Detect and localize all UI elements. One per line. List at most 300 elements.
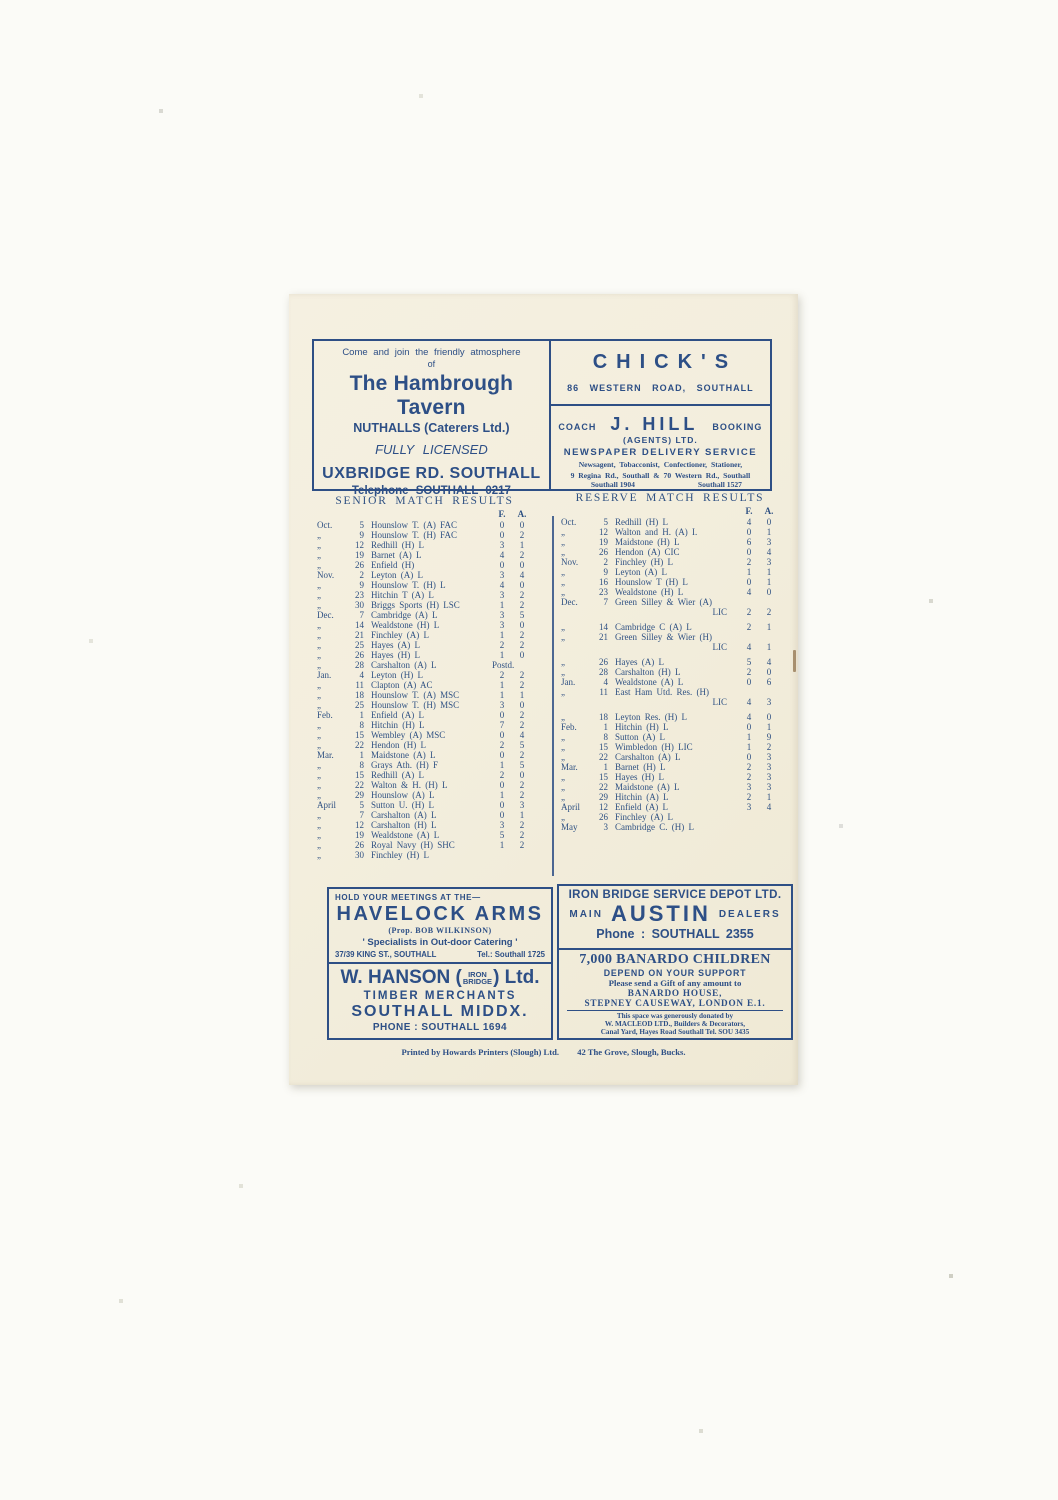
against-score-cell: 2 (519, 830, 525, 840)
match-cell: Walton & H. (H) L (371, 780, 448, 790)
month-cell: „ (561, 792, 565, 802)
match-cell: Hounslow T. (H) MSC (371, 700, 460, 710)
for-score-cell: 2 (499, 740, 505, 750)
for-score-cell: 4 (746, 517, 752, 527)
month-cell: „ (317, 690, 321, 700)
against-score-cell: 2 (519, 750, 525, 760)
against-score-cell (759, 687, 779, 697)
month-cell: „ (317, 580, 321, 590)
against-score-cell: 3 (766, 752, 772, 762)
month-cell (561, 697, 591, 707)
result-row (561, 547, 779, 557)
for-score-cell: 0 (499, 810, 505, 820)
result-row (317, 630, 532, 640)
day-cell: 4 (359, 670, 364, 680)
month-cell: Jan. (317, 670, 332, 680)
against-score-cell: 2 (519, 640, 525, 650)
for-score-cell (739, 812, 759, 822)
match-cell: Finchley (A) L (371, 630, 429, 640)
for-score-cell: 0 (746, 752, 752, 762)
day-cell: 22 (599, 752, 608, 762)
for-score-cell: 0 (746, 577, 752, 587)
against-score-cell: 1 (766, 567, 772, 577)
result-row (561, 742, 779, 752)
against-score-cell: 2 (519, 600, 525, 610)
result-row (317, 600, 532, 610)
for-score-cell: 4 (746, 587, 752, 597)
match-cell: Hendon (H) L (371, 740, 426, 750)
for-score-cell: 6 (746, 537, 752, 547)
month-cell: „ (317, 830, 321, 840)
against-score-cell: 3 (766, 557, 772, 567)
senior-results-section (317, 495, 532, 860)
day-cell: 19 (599, 537, 608, 547)
against-score-cell (759, 597, 779, 607)
for-score-cell: 2 (499, 640, 505, 650)
for-score-cell: 3 (499, 700, 505, 710)
against-score-cell (759, 812, 779, 822)
against-score-cell: 6 (766, 677, 772, 687)
result-row (561, 752, 779, 762)
for-score-cell: 0 (499, 780, 505, 790)
month-cell: Oct. (561, 517, 577, 527)
donor-line-1: This space was generously donated by (616, 1012, 734, 1020)
for-score-cell: 4 (499, 580, 505, 590)
day-cell: 26 (599, 657, 608, 667)
banardo-donor-note (567, 1010, 783, 1036)
result-row (317, 800, 532, 810)
against-score-cell: 1 (766, 642, 772, 652)
for-score-cell: 0 (499, 800, 505, 810)
day-cell: 7 (359, 810, 364, 820)
jhill-phones (551, 480, 770, 489)
day-cell: 2 (603, 557, 608, 567)
tavern-tagline-of: of (427, 359, 436, 369)
day-cell: 7 (603, 597, 608, 607)
month-cell: Jan. (561, 677, 576, 687)
result-row (561, 517, 779, 527)
match-cell: Leyton (A) L (615, 567, 667, 577)
banardo-headline: 7,000 BANARDO CHILDREN (579, 952, 771, 967)
against-score-cell: 5 (519, 740, 525, 750)
day-cell: 12 (599, 802, 608, 812)
for-column-header: F. (745, 506, 753, 516)
for-score-cell (739, 632, 759, 642)
match-cell: Wembley (A) MSC (371, 730, 446, 740)
result-row (561, 607, 779, 617)
month-cell: „ (317, 790, 321, 800)
bottom-left-advert-box (327, 887, 553, 1040)
day-cell: 25 (355, 640, 364, 650)
result-row (561, 697, 779, 707)
against-score-cell: 3 (766, 782, 772, 792)
month-cell: „ (561, 732, 565, 742)
month-cell: „ (561, 567, 565, 577)
day-cell: 26 (355, 650, 364, 660)
day-cell: 7 (359, 610, 364, 620)
against-score-cell: 0 (766, 712, 772, 722)
result-row (317, 650, 532, 660)
against-score-cell: 9 (766, 732, 772, 742)
month-cell: „ (317, 850, 321, 860)
month-cell: „ (317, 720, 321, 730)
for-score-cell: 0 (499, 730, 505, 740)
day-cell: 1 (603, 762, 608, 772)
day-cell: 23 (355, 590, 364, 600)
day-cell: 26 (355, 840, 364, 850)
day-cell: 30 (355, 850, 364, 860)
month-cell: „ (561, 742, 565, 752)
reserve-results-title: RESERVE MATCH RESULTS (575, 492, 765, 504)
for-score-cell: 2 (746, 557, 752, 567)
jhill-trades: Newsagent, Tobacconist, Confectioner, Stationer, (578, 460, 743, 469)
against-score-cell: 1 (766, 622, 772, 632)
against-score-cell (512, 660, 532, 670)
against-score-cell: 2 (519, 530, 525, 540)
for-score-cell: 1 (499, 760, 505, 770)
result-row (317, 810, 532, 820)
month-cell: „ (317, 740, 321, 750)
month-cell (561, 607, 591, 617)
for-score-cell: 2 (746, 762, 752, 772)
month-cell: „ (561, 657, 565, 667)
jhill-ad (551, 406, 770, 489)
match-cell: Redhill (H) L (371, 540, 424, 550)
result-row (561, 802, 779, 812)
for-score-cell: 0 (499, 560, 505, 570)
against-score-cell: 2 (519, 790, 525, 800)
day-cell: 4 (603, 677, 608, 687)
result-row (561, 537, 779, 547)
against-score-cell (512, 850, 532, 860)
against-score-cell: 0 (519, 700, 525, 710)
match-cell: Hounslow (A) L (371, 790, 435, 800)
day-cell: 22 (599, 782, 608, 792)
against-score-cell: 4 (766, 657, 772, 667)
day-cell: 8 (603, 732, 608, 742)
result-row (561, 527, 779, 537)
hanson-name-left: W. HANSON ( (340, 967, 462, 988)
for-score-cell (739, 687, 759, 697)
match-cell: LIC (712, 607, 727, 617)
match-cell: Barnet (H) L (615, 762, 666, 772)
month-cell: April (317, 800, 336, 810)
tavern-tagline: Come and join the friendly atmosphere (342, 347, 521, 358)
match-cell: Carshalton (A) L (615, 752, 681, 762)
day-cell: 15 (355, 730, 364, 740)
result-row (317, 670, 532, 680)
for-score-cell: 2 (746, 792, 752, 802)
day-cell: 12 (355, 820, 364, 830)
jhill-agents: (AGENTS) LTD. (623, 435, 698, 445)
day-cell: 26 (355, 560, 364, 570)
month-cell: „ (561, 752, 565, 762)
month-cell: „ (317, 550, 321, 560)
against-score-cell: 0 (519, 560, 525, 570)
result-row (317, 840, 532, 850)
senior-score-headers (317, 509, 532, 520)
against-score-cell: 2 (519, 840, 525, 850)
match-cell: Wimbledon (H) LIC (615, 742, 693, 752)
for-score-cell: 2 (746, 667, 752, 677)
for-score-cell: 1 (746, 742, 752, 752)
month-cell: Dec. (561, 597, 578, 607)
month-cell: „ (317, 650, 321, 660)
result-row (317, 560, 532, 570)
day-cell: 18 (599, 712, 608, 722)
for-score-cell: 3 (746, 802, 752, 812)
day-cell: 1 (603, 722, 608, 732)
against-score-cell: 1 (766, 792, 772, 802)
day-cell (591, 697, 608, 707)
against-score-cell: 0 (519, 620, 525, 630)
month-cell: „ (561, 587, 565, 597)
day-cell: 11 (355, 680, 364, 690)
against-score-cell: 5 (519, 760, 525, 770)
month-cell: „ (317, 700, 321, 710)
day-cell: 21 (599, 632, 608, 642)
for-score-cell: 0 (499, 520, 505, 530)
iron-bridge-dealers: DEALERS (718, 908, 781, 920)
day-cell: 14 (599, 622, 608, 632)
match-cell: Carshalton (H) L (615, 667, 681, 677)
day-cell: 9 (359, 530, 364, 540)
jhill-address: 9 Regina Rd., Southall & 70 Western Rd., Southall (570, 471, 751, 480)
result-row (561, 632, 779, 642)
day-cell: 9 (359, 580, 364, 590)
banardo-ad (559, 950, 791, 1038)
for-score-cell (739, 822, 759, 832)
for-score-cell: 7 (499, 720, 505, 730)
match-cell: Walton and H. (A) I. (615, 527, 698, 537)
for-score-cell: 0 (746, 547, 752, 557)
result-row (317, 680, 532, 690)
havelock-name: HAVELOCK ARMS (336, 903, 544, 925)
against-score-cell: 2 (519, 670, 525, 680)
day-cell: 2 (359, 570, 364, 580)
havelock-address: 37/39 KING ST., SOUTHALL (335, 950, 437, 959)
day-cell: 15 (599, 772, 608, 782)
jhill-service: NEWSPAPER DELIVERY SERVICE (563, 447, 758, 458)
result-row (317, 730, 532, 740)
day-cell: 8 (359, 760, 364, 770)
result-row (561, 722, 779, 732)
result-row (561, 772, 779, 782)
month-cell: Oct. (317, 520, 333, 530)
match-cell: Enfield (A) L (615, 802, 668, 812)
hanson-phone: PHONE : SOUTHALL 1694 (372, 1022, 508, 1033)
against-score-cell: 4 (766, 802, 772, 812)
against-column-header: A. (517, 509, 527, 519)
match-cell: Finchley (H) L (615, 557, 673, 567)
for-score-cell: Postd. (492, 660, 515, 670)
jhill-name: J. HILL (610, 414, 699, 434)
month-cell: „ (317, 810, 321, 820)
against-score-cell: 3 (766, 537, 772, 547)
match-cell: Maidstone (H) L (615, 537, 680, 547)
match-cell: Redhill (H) L (615, 517, 668, 527)
day-cell: 9 (603, 567, 608, 577)
result-row (317, 820, 532, 830)
reserve-score-headers (561, 506, 779, 517)
chicks-name: CHICK'S (592, 351, 738, 373)
result-row (561, 587, 779, 597)
result-row (317, 750, 532, 760)
day-cell (591, 642, 608, 652)
iron-bridge-ad (559, 886, 791, 950)
bottom-right-advert-box (557, 884, 793, 1040)
month-cell: Dec. (317, 610, 334, 620)
result-row (561, 667, 779, 677)
month-cell: Mar. (317, 750, 334, 760)
day-cell: 16 (599, 577, 608, 587)
for-score-cell: 0 (746, 527, 752, 537)
day-cell: 19 (355, 830, 364, 840)
jhill-booking-label: BOOKING (712, 422, 763, 432)
month-cell: „ (317, 840, 321, 850)
senior-results-title: SENIOR MATCH RESULTS (335, 495, 514, 507)
result-row (317, 700, 532, 710)
result-row (317, 790, 532, 800)
austin-dealers-row (559, 901, 791, 927)
month-cell: „ (561, 622, 565, 632)
match-cell: Cambridge C (A) L (615, 622, 692, 632)
match-cell: Leyton (H) L (371, 670, 423, 680)
against-score-cell: 2 (519, 550, 525, 560)
printer-address: 42 The Grove, Slough, Bucks. (577, 1047, 686, 1057)
result-row (317, 570, 532, 580)
result-row (317, 850, 532, 860)
day-cell: 15 (355, 770, 364, 780)
match-cell: Enfield (A) L (371, 710, 424, 720)
month-cell: „ (317, 620, 321, 630)
day-cell (591, 607, 608, 617)
against-score-cell: 0 (766, 667, 772, 677)
month-cell: Nov. (561, 557, 579, 567)
for-score-cell: 4 (746, 697, 752, 707)
day-cell: 12 (599, 527, 608, 537)
month-cell: „ (561, 547, 565, 557)
for-score-cell: 0 (499, 710, 505, 720)
tavern-phone: Telephone SOUTHALL 0217 (351, 485, 511, 497)
day-cell: 3 (603, 822, 608, 832)
programme-back-page (289, 294, 798, 1085)
result-row (561, 557, 779, 567)
day-cell: 28 (355, 660, 364, 670)
match-cell: Sutton U. (H) L (371, 800, 434, 810)
for-score-cell: 4 (746, 712, 752, 722)
result-row (561, 657, 779, 667)
right-advert-column (549, 341, 770, 489)
spacer (317, 509, 492, 520)
against-score-cell: 0 (519, 650, 525, 660)
result-row (561, 677, 779, 687)
for-score-cell: 5 (746, 657, 752, 667)
day-cell: 1 (359, 750, 364, 760)
staple-mark (793, 650, 796, 672)
day-cell: 8 (359, 720, 364, 730)
month-cell: „ (561, 632, 565, 642)
for-score-cell: 2 (499, 770, 505, 780)
match-cell: Wealdstone (H) L (371, 620, 440, 630)
result-row (561, 732, 779, 742)
results-column-divider (552, 516, 554, 876)
month-cell: „ (317, 730, 321, 740)
match-cell: Sutton (A) L (615, 732, 665, 742)
donor-line-2: W. MACLEOD LTD., Builders & Decorators, (604, 1020, 746, 1028)
for-score-cell: 1 (499, 650, 505, 660)
against-score-cell: 2 (519, 710, 525, 720)
month-cell: „ (317, 680, 321, 690)
match-cell: Carshalton (A) L (371, 810, 437, 820)
hanson-ad (329, 964, 551, 1038)
tavern-licensed: FULLY LICENSED (375, 442, 488, 457)
result-row (561, 812, 779, 822)
match-cell: Wealdstone (A) L (615, 677, 684, 687)
day-cell: 15 (599, 742, 608, 752)
day-cell: 18 (355, 690, 364, 700)
month-cell: „ (561, 537, 565, 547)
match-cell: Green Silley & Wier (H) (615, 632, 712, 642)
result-row (561, 642, 779, 652)
for-score-cell: 5 (499, 830, 505, 840)
match-cell: Wealdstone (A) L (371, 830, 440, 840)
havelock-meetings-line: HOLD YOUR MEETINGS AT THE— (335, 893, 481, 902)
match-cell: Finchley (H) L (371, 850, 429, 860)
for-score-cell: 1 (499, 630, 505, 640)
day-cell: 28 (599, 667, 608, 677)
match-cell: Leyton (A) L (371, 570, 423, 580)
month-cell: „ (317, 600, 321, 610)
result-row (317, 520, 532, 530)
month-cell: „ (317, 640, 321, 650)
month-cell: „ (561, 577, 565, 587)
result-row (561, 712, 779, 722)
day-cell: 5 (603, 517, 608, 527)
month-cell: „ (317, 540, 321, 550)
against-score-cell: 2 (519, 720, 525, 730)
result-row (317, 640, 532, 650)
against-score-cell: 1 (766, 577, 772, 587)
against-column-header: A. (764, 506, 774, 516)
result-row (317, 690, 532, 700)
for-score-cell: 0 (746, 677, 752, 687)
against-score-cell: 1 (766, 527, 772, 537)
month-cell: „ (317, 660, 321, 670)
for-score-cell: 2 (746, 607, 752, 617)
month-cell: „ (317, 820, 321, 830)
match-cell: Cambridge (A) L (371, 610, 438, 620)
against-score-cell: 2 (519, 780, 525, 790)
result-row (317, 830, 532, 840)
day-cell: 26 (599, 812, 608, 822)
day-cell: 29 (355, 790, 364, 800)
for-score-cell (492, 850, 512, 860)
against-score-cell: 0 (519, 580, 525, 590)
for-score-cell: 3 (499, 610, 505, 620)
match-cell: LIC (712, 642, 727, 652)
jhill-coach-label: COACH (558, 422, 597, 432)
against-score-cell: 0 (519, 770, 525, 780)
day-cell: 19 (355, 550, 364, 560)
month-cell: „ (317, 560, 321, 570)
havelock-address-row (335, 950, 545, 959)
day-cell: 11 (599, 687, 608, 697)
reserve-results-section (561, 492, 779, 832)
match-cell: Barnet (A) L (371, 550, 422, 560)
banardo-house: BANARDO HOUSE, (627, 988, 723, 998)
for-score-cell: 0 (499, 750, 505, 760)
